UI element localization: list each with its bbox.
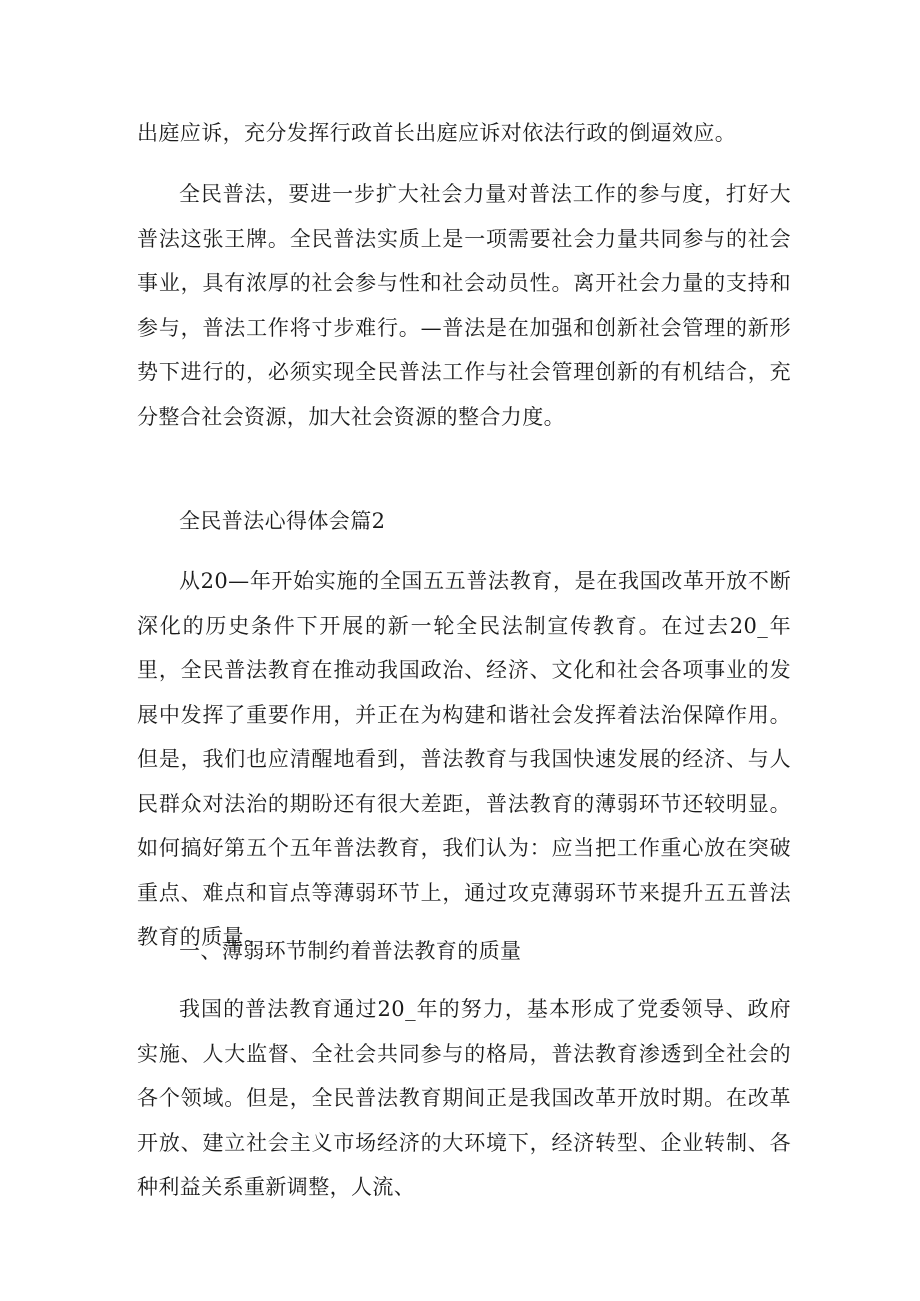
section-title: 全民普法心得体会篇2 <box>179 509 386 533</box>
paragraph-weak-links: 我国的普法教育通过20_年的努力，基本形成了党委领导、政府实施、人大监督、全社会共同参与的格局，普法教育渗透到全社会的各个领域。但是，全民普法教育期间正是我国改革开放时期。在改革开放、建立社会主义市场经济的大环境下，经济转型、企业转制、各种利益关系重新调整，人流、 <box>137 997 791 1199</box>
paragraph-popularization-of-law: 全民普法，要进一步扩大社会力量对普法工作的参与度，打好大普法这张王牌。全民普法实质上是一项需要社会力量共同参与的社会事业，具有浓厚的社会参与性和社会动员性。离开社会力量的支持和参与，普法工作将寸步难行。—普法是在加强和创新社会管理的新形势下进行的，必须实现全民普法工作与社会管理创新的有机结合，充分整合社会资源，加大社会资源的整合力度。 <box>137 182 791 429</box>
paragraph-five-year-education: 从20—年开始实施的全国五五普法教育，是在我国改革开放不断深化的历史条件下开展的新一轮全民法制宣传教育。在过去20_年里，全民普法教育在推动我国政治、经济、文化和社会各项事业的发展中发挥了重要作用，并正在为构建和谐社会发挥着法治保障作用。但是，我们也应清醒地看到，普法教育与我国快速发展的经济、与人民群众对法治的期盼还有很大差距，普法教育的薄弱环节还较明显。如何搞好第五个五年普法教育，我们认为：应当把工作重心放在突破重点、难点和盲点等薄弱环节上，通过攻克薄弱环节来提升五五普法教育的质量。 <box>137 569 791 949</box>
paragraph-continuation: 出庭应诉，充分发挥行政首长出庭应诉对依法行政的倒逼效应。 <box>137 121 737 145</box>
subsection-heading: 一、薄弱环节制约着普法教育的质量 <box>179 939 522 963</box>
